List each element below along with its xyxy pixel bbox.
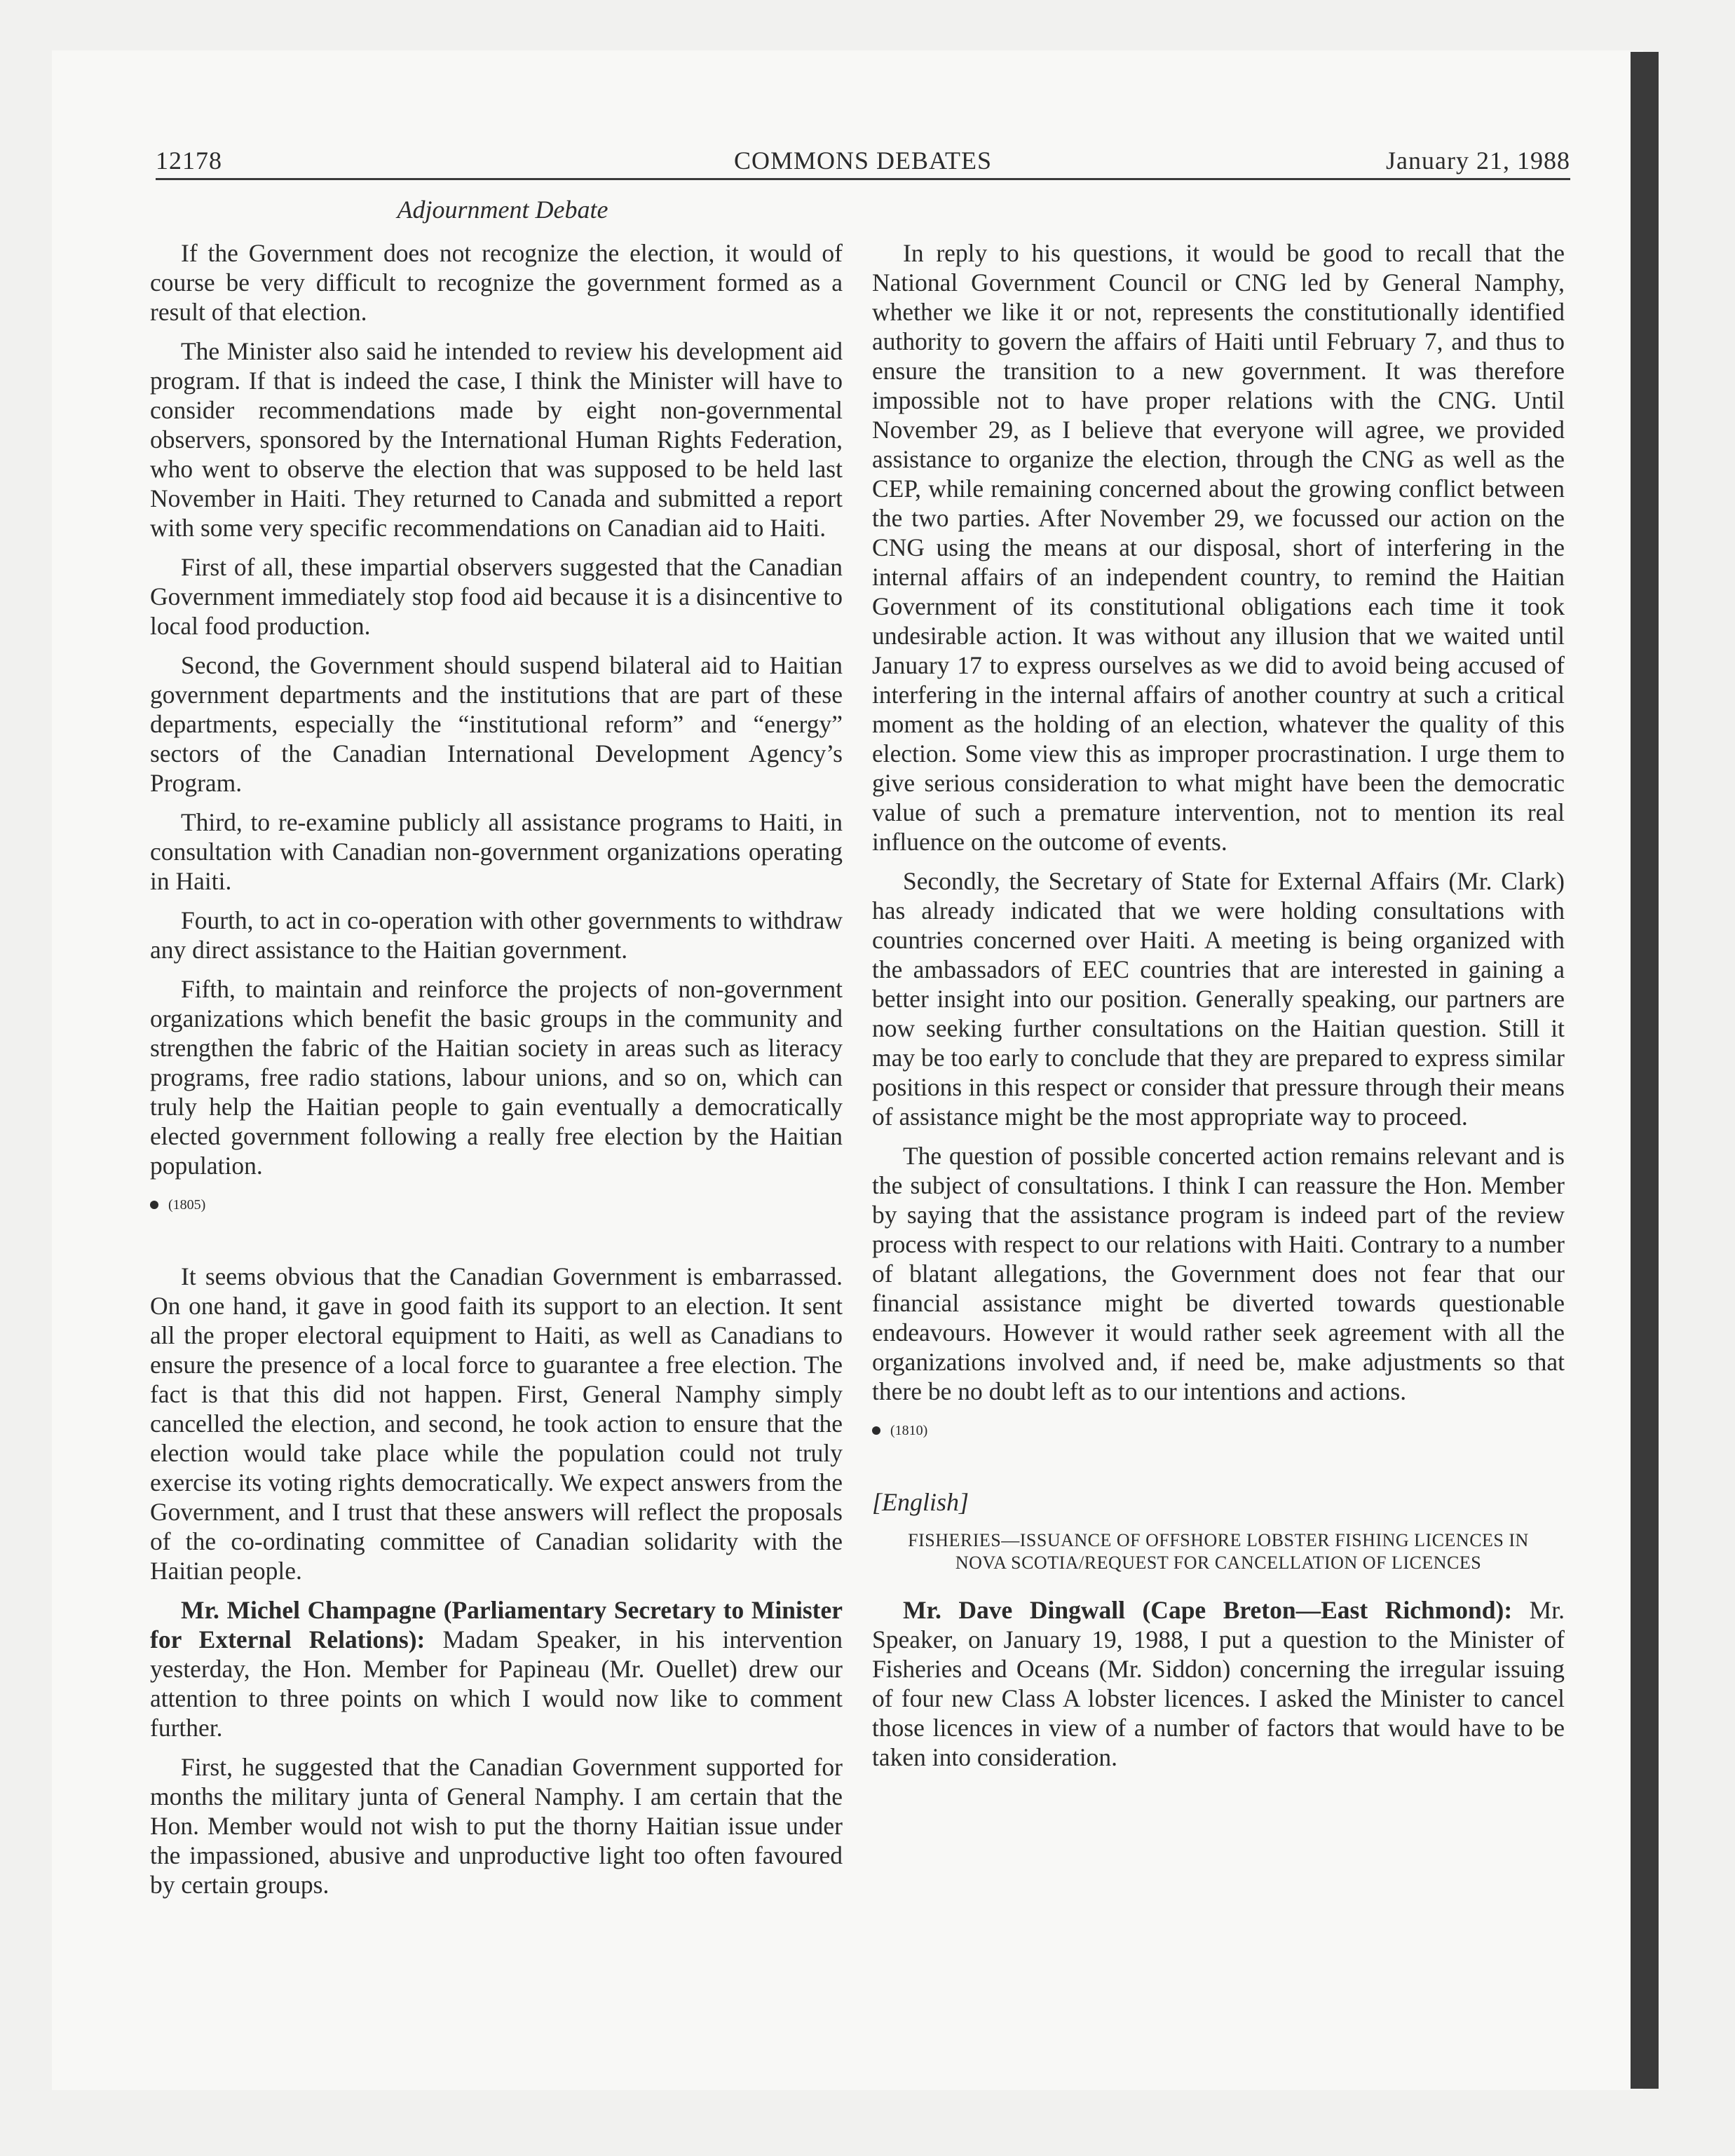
publication-date: January 21, 1988 [1386, 146, 1570, 175]
paragraph: The question of possible concerted action remains relevant and is the subject of consultations. I think I can reassure the Hon. Member by saying that the assistance program is indeed part of the review process with respect to our relations with Haiti. Contrary to a number of blatant allegations, the Government does not fear that our financial assistance might be diverted towards questionable endeavours. However it would rather seek agreement with all the organizations involved and, if need be, make adjustments so that there be no doubt left as to our intentions and actions. [872, 1142, 1565, 1405]
speaker-paragraph [150, 1595, 843, 1742]
speaker-name: Mr. Michel Champagne (Parliamentary Secretary to Minister for External Relations): [150, 1596, 843, 1653]
speaker-text: Madam Speaker, in his intervention yesterday, the Hon. Member for Papineau (Mr. Ouellet) drew our attention to three points on which I would now like to comment further. [150, 1625, 843, 1742]
time-marker-text: (1810) [890, 1423, 928, 1438]
bullet-dot-icon [872, 1426, 880, 1435]
page-number: 12178 [156, 146, 222, 175]
running-section-label: Adjournment Debate [397, 196, 608, 224]
section-heading: FISHERIES—ISSUANCE OF OFFSHORE LOBSTER FISHING LICENCES IN NOVA SCOTIA/REQUEST FOR CANCELLATION OF LICENCES [908, 1530, 1529, 1573]
left-column [150, 238, 843, 1909]
paragraph: If the Government does not recognize the election, it would of course be very difficult to recognize the government formed as a result of that election. [150, 239, 843, 326]
time-marker-text: (1805) [168, 1197, 206, 1213]
speaker-paragraph [872, 1595, 1565, 1772]
paragraph: In reply to his questions, it would be good to recall that the National Government Council or CNG led by General Namphy, whether we like it or not, represents the constitutionally identified authority to govern the affairs of Haiti until February 7, and thus to ensure the transition to a new government. It was therefore impossible not to have proper relations with the CNG. Until November 29, as I believe that everyone will agree, we provided assistance to organize the election, through the CNG as well as the CEP, while remaining concerned about the growing conflict between the two parties. After November 29, we focussed our action on the CNG using the means at our disposal, short of interfering in the internal affairs of an independent country, to remind the Haitian Government of its constitutional obligations each time it took undesirable action. It was without any illusion that we waited until January 17 to express ourselves as we did to avoid being accused of interfering in the internal affairs of another country at such a critical moment as the holding of an election, whatever the quality of this election. Some view this as improper procrastination. I urge them to give serious consideration to what might have been the democratic value of such a premature intervention, not to mention its real influence on the outcome of events. [872, 239, 1565, 856]
publication-title: COMMONS DEBATES [733, 146, 993, 175]
paragraph: Second, the Government should suspend bilateral aid to Haitian government departments and the institutions that are part of these departments, especially the “institutional reform” and “energy” sectors of the Canadian International Development Agency’s Program. [150, 651, 843, 797]
language-label: [English] [872, 1488, 969, 1516]
time-marker [872, 1419, 1565, 1442]
right-column [872, 238, 1565, 1782]
speaker-text: Mr. Speaker, on January 19, 1988, I put a question to the Minister of Fisheries and Oceans (Mr. Siddon) concerning the irregular issuing of four new Class A lobster licences. I asked the Minister to cancel those licences in view of a number of factors that would have to be taken into consideration. [872, 1596, 1565, 1771]
bullet-dot-icon [150, 1201, 158, 1209]
page-header [156, 142, 1570, 181]
scan-edge-bar [1631, 52, 1659, 2089]
paragraph: Fifth, to maintain and reinforce the projects of non-government organizations which benefit the basic groups in the community and strengthen the fabric of the Haitian society in areas such as literacy programs, free radio stations, labour unions, and so on, which can truly help the Haitian people to gain eventually a democratically elected government following a really free election by the Haitian population. [150, 975, 843, 1180]
header-rule [156, 178, 1570, 180]
paragraph: First of all, these impartial observers suggested that the Canadian Government immediately stop food aid because it is a disincentive to local food production. [150, 553, 843, 640]
paragraph: It seems obvious that the Canadian Government is embarrassed. On one hand, it gave in good faith its support to an election. It sent all the proper electoral equipment to Haiti, as well as Canadians to ensure the presence of a local force to guarantee a free election. The fact is that this did not happen. First, General Namphy simply cancelled the election, and second, he took action to ensure that the election would take place while the population could not truly exercise its voting rights democratically. We expect answers from the Government, and I trust that these answers will reflect the proposals of the co-ordinating committee of Canadian solidarity with the Haitian people. [150, 1262, 843, 1585]
paragraph: First, he suggested that the Canadian Government supported for months the military junta of General Namphy. I am certain that the Hon. Member would not wish to put the thorny Haitian issue under the impassioned, abusive and unproductive light too often favoured by certain groups. [150, 1753, 843, 1899]
paragraph: Fourth, to act in co-operation with other governments to withdraw any direct assistance to the Haitian government. [150, 906, 843, 964]
paragraph: The Minister also said he intended to review his development aid program. If that is indeed the case, I think the Minister will have to consider recommendations made by eight non-governmental observers, sponsored by the International Human Rights Federation, who went to observe the election that was supposed to be held last November in Haiti. They returned to Canada and submitted a report with some very specific recommendations on Canadian aid to Haiti. [150, 337, 843, 542]
time-marker [150, 1193, 843, 1217]
speaker-name: Mr. Dave Dingwall (Cape Breton—East Richmond): [903, 1596, 1513, 1624]
paragraph: Third, to re-examine publicly all assistance programs to Haiti, in consultation with Canadian non-government organizations operating in Haiti. [150, 808, 843, 895]
paragraph: Secondly, the Secretary of State for External Affairs (Mr. Clark) has already indicated that we were holding consultations with countries concerned over Haiti. A meeting is being organized with the ambassadors of EEC countries that are interested in gaining a better insight into our position. Generally speaking, our partners are now seeking further consultations on the Haitian question. Still it may be too early to conclude that they are prepared to express similar positions in this respect or consider that pressure through their means of assistance might be the most appropriate way to proceed. [872, 867, 1565, 1131]
